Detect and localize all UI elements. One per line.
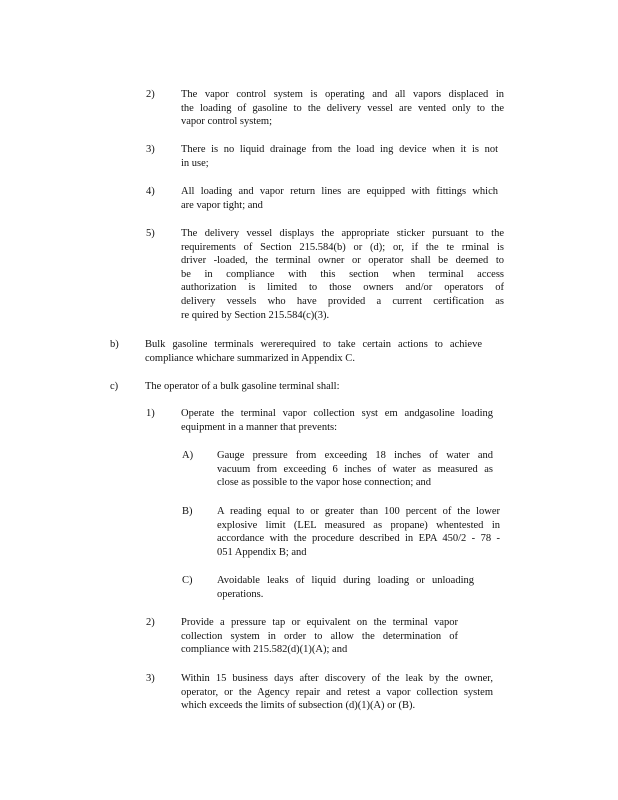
item-text: [145, 338, 482, 365]
text-line: operations.: [217, 588, 264, 600]
text-line: explosive limit (LEL measured as propane) whentested in: [217, 519, 500, 531]
item-label: c): [110, 381, 119, 392]
text-line: Operate the terminal vapor collection syst em andgasoline loading: [181, 408, 493, 419]
text-line: accordance with the procedure described in EPA 450/2 - 78 -: [217, 533, 500, 545]
text-line: re quired by Section 215.584(c)(3).: [181, 309, 330, 321]
item-text: [217, 449, 493, 490]
text-line: The vapor control system is operating and all vapors displaced in: [181, 89, 504, 100]
text-line: Gauge pressure from exceeding 18 inches of water and: [217, 450, 493, 461]
text-line: driver -loaded, the terminal owner or operator shall be deemed to: [181, 255, 504, 267]
text-line: compliance whichare summarized in Appendix C.: [145, 352, 355, 364]
item-label: A): [182, 450, 194, 461]
text-line: which exceeds the limits of subsection (d)(1)(A) or (B).: [181, 700, 416, 712]
item-label: 2): [146, 617, 155, 628]
item-label: 3): [146, 673, 155, 684]
text-line: 051 Appendix B; and: [217, 546, 307, 558]
item-text: [181, 227, 504, 322]
text-line: Avoidable leaks of liquid during loading or unloading: [217, 575, 474, 586]
text-line: equipment in a manner that prevents:: [181, 421, 337, 433]
text-line: the loading of gasoline to the delivery vessel are vented only to the: [181, 102, 504, 114]
text-line: There is no liquid drainage from the load ing device when it is not: [181, 144, 498, 155]
item-label: 5): [146, 228, 155, 239]
text-line: Within 15 business days after discovery of the leak by the owner,: [181, 673, 493, 684]
text-line: compliance with 215.582(d)(1)(A); and: [181, 644, 348, 656]
text-line: be in compliance with this section when terminal access: [181, 268, 504, 280]
text-line: are vapor tight; and: [181, 199, 263, 211]
item-label: C): [182, 575, 193, 586]
item-label: B): [182, 506, 193, 517]
text-line: delivery vessels who have provided a current certification as: [181, 295, 504, 307]
text-line: Bulk gasoline terminals wererequired to take certain actions to achieve: [145, 339, 482, 350]
text-line: requirements of Section 215.584(b) or (d); or, if the te rminal is: [181, 241, 504, 253]
text-line: authorization is limited to those owners and/or operators of: [181, 282, 504, 294]
item-text: [181, 88, 504, 129]
text-line: The delivery vessel displays the appropriate sticker pursuant to the: [181, 228, 504, 239]
text-line: collection system in order to allow the determination of: [181, 630, 458, 642]
item-text: [181, 185, 498, 212]
item-text: [217, 505, 500, 559]
item-label: 3): [146, 144, 155, 155]
text-line: All loading and vapor return lines are equipped with fittings which: [181, 186, 498, 197]
item-text: [181, 672, 493, 713]
text-line: Provide a pressure tap or equivalent on the terminal vapor: [181, 617, 458, 628]
text-line: A reading equal to or greater than 100 percent of the lower: [217, 506, 500, 517]
item-text: [145, 380, 375, 394]
text-line: close as possible to the vapor hose connection; and: [217, 477, 432, 489]
item-text: [181, 616, 458, 657]
item-text: [181, 407, 493, 434]
item-label: 1): [146, 408, 155, 419]
text-line: operator, or the Agency repair and retest a vapor collection system: [181, 686, 493, 698]
item-label: 2): [146, 89, 155, 100]
item-text: [181, 143, 498, 170]
text-line: vapor control system;: [181, 116, 272, 128]
text-line: vacuum from exceeding 6 inches of water as measured as: [217, 463, 493, 475]
item-label: 4): [146, 186, 155, 197]
item-text: [217, 574, 474, 601]
text-line: in use;: [181, 157, 209, 169]
item-label: b): [110, 339, 119, 350]
text-line: The operator of a bulk gasoline terminal shall:: [145, 381, 340, 392]
